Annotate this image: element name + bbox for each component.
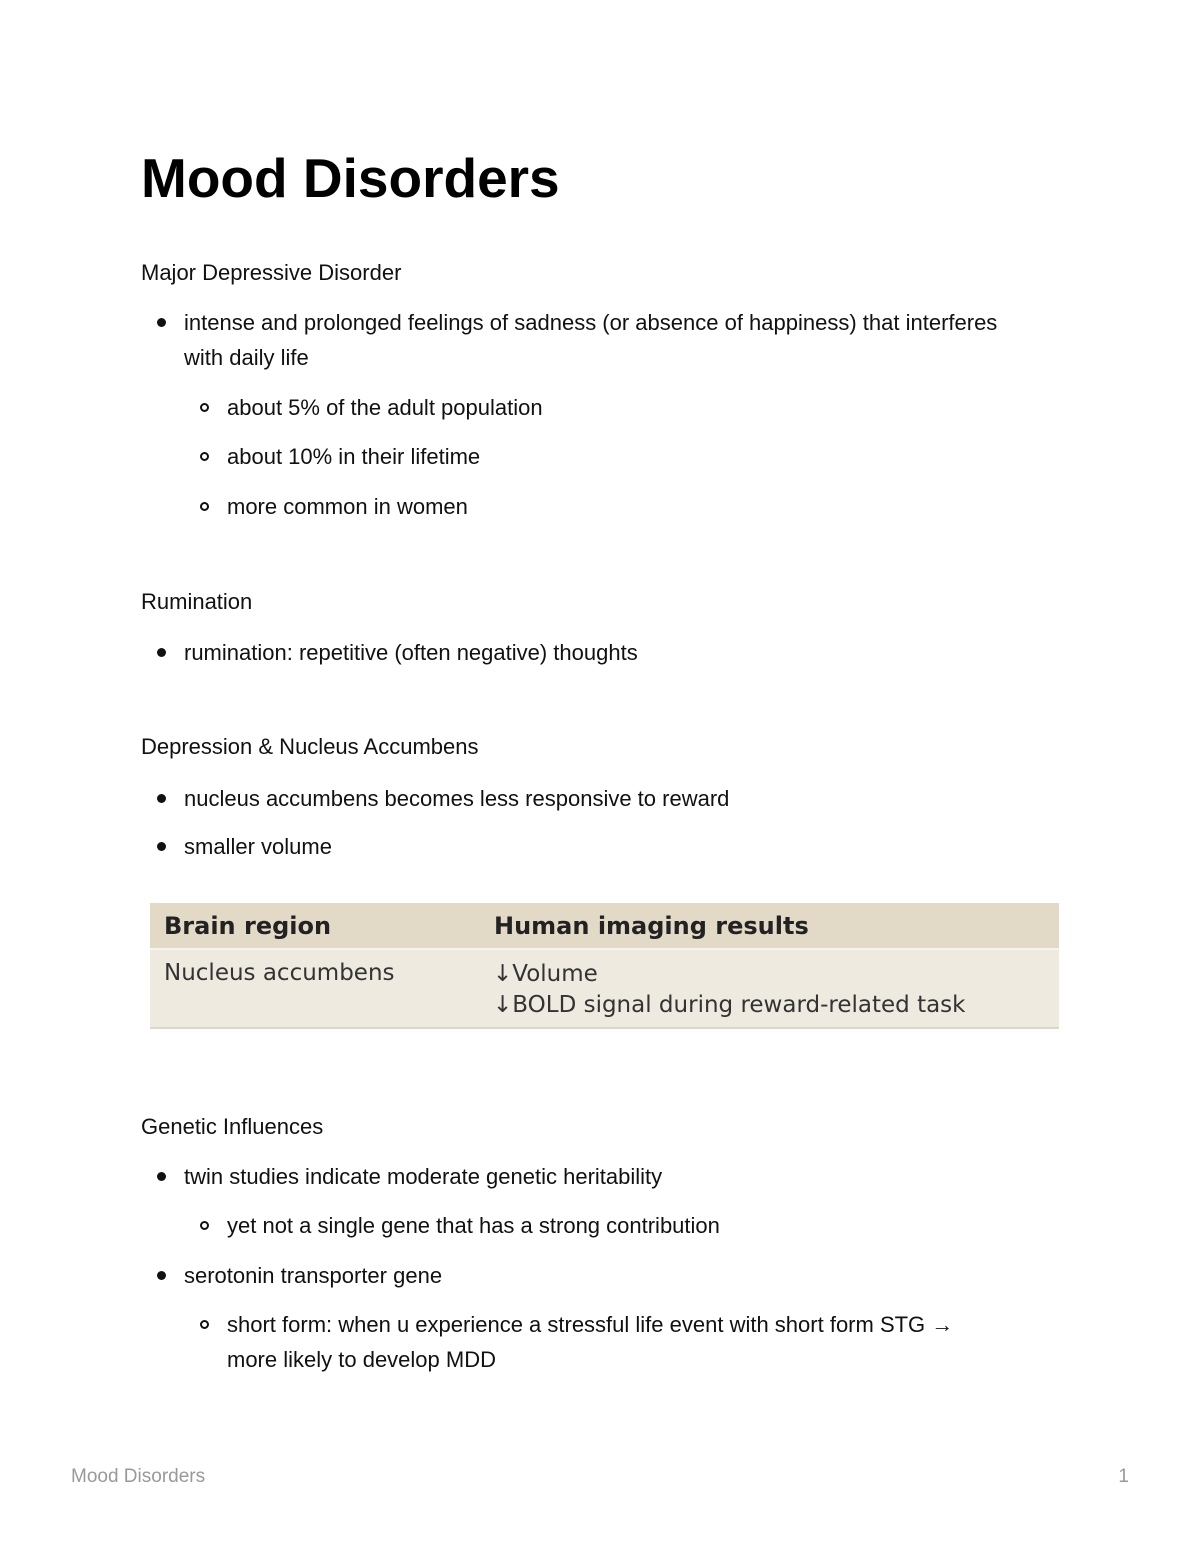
sub-list-item-text: about 5% of the adult population — [227, 395, 543, 420]
list-item — [184, 305, 997, 375]
list-item-text: smaller volume — [184, 834, 332, 859]
sub-list-item-text: about 10% in their lifetime — [227, 444, 481, 469]
sub-list-item-text-continued: more likely to develop MDD — [227, 1347, 496, 1372]
section-heading-mdd: Major Depressive Disorder — [141, 260, 402, 285]
bullet-icon — [157, 648, 166, 657]
sub-list-item — [227, 489, 468, 524]
table-header-row — [150, 903, 1059, 950]
table-header-imaging-results: Human imaging results — [494, 912, 809, 940]
hollow-bullet-icon — [200, 1320, 209, 1329]
sub-list-item-text: yet not a single gene that has a strong contribution — [227, 1213, 720, 1238]
bullet-icon — [157, 1271, 166, 1280]
sub-list-item — [227, 390, 543, 425]
bullet-icon — [157, 318, 166, 327]
page-number: 1 — [1118, 1466, 1129, 1487]
table-cell-result-bold: ↓BOLD signal during reward-related task — [493, 992, 966, 1018]
hollow-bullet-icon — [200, 403, 209, 412]
sub-list-item — [227, 1307, 953, 1377]
list-item-text-continued: with daily life — [184, 345, 309, 370]
list-item — [184, 781, 729, 816]
list-item-text: rumination: repetitive (often negative) thoughts — [184, 640, 638, 665]
table-cell-result-volume: ↓Volume — [493, 961, 598, 987]
table-cell-region: Nucleus accumbens — [164, 960, 395, 986]
sub-list-item — [227, 439, 480, 474]
section-heading-nucleus-accumbens: Depression & Nucleus Accumbens — [141, 734, 479, 759]
list-item — [184, 1258, 442, 1293]
bullet-icon — [157, 794, 166, 803]
hollow-bullet-icon — [200, 1221, 209, 1230]
page-title: Mood Disorders — [141, 147, 560, 209]
sub-list-item-text: short form: when u experience a stressful life event with short form STG → — [227, 1312, 954, 1337]
section-heading-rumination: Rumination — [141, 589, 253, 614]
table-header-brain-region: Brain region — [164, 912, 332, 940]
sub-list-item — [227, 1208, 720, 1243]
section-heading-genetic: Genetic Influences — [141, 1114, 324, 1139]
bullet-icon — [157, 842, 166, 851]
list-item-text: twin studies indicate moderate genetic heritability — [184, 1164, 663, 1189]
bullet-icon — [157, 1172, 166, 1181]
hollow-bullet-icon — [200, 502, 209, 511]
list-item — [184, 829, 332, 864]
list-item — [184, 635, 638, 670]
brain-region-table — [150, 903, 1059, 1029]
sub-list-item-text: more common in women — [227, 494, 468, 519]
list-item-text: serotonin transporter gene — [184, 1263, 443, 1288]
list-item-text: intense and prolonged feelings of sadness (or absence of happiness) that interferes — [184, 310, 998, 335]
list-item — [184, 1159, 662, 1194]
footer-title: Mood Disorders — [71, 1466, 206, 1487]
hollow-bullet-icon — [200, 452, 209, 461]
list-item-text: nucleus accumbens becomes less responsive to reward — [184, 786, 730, 811]
